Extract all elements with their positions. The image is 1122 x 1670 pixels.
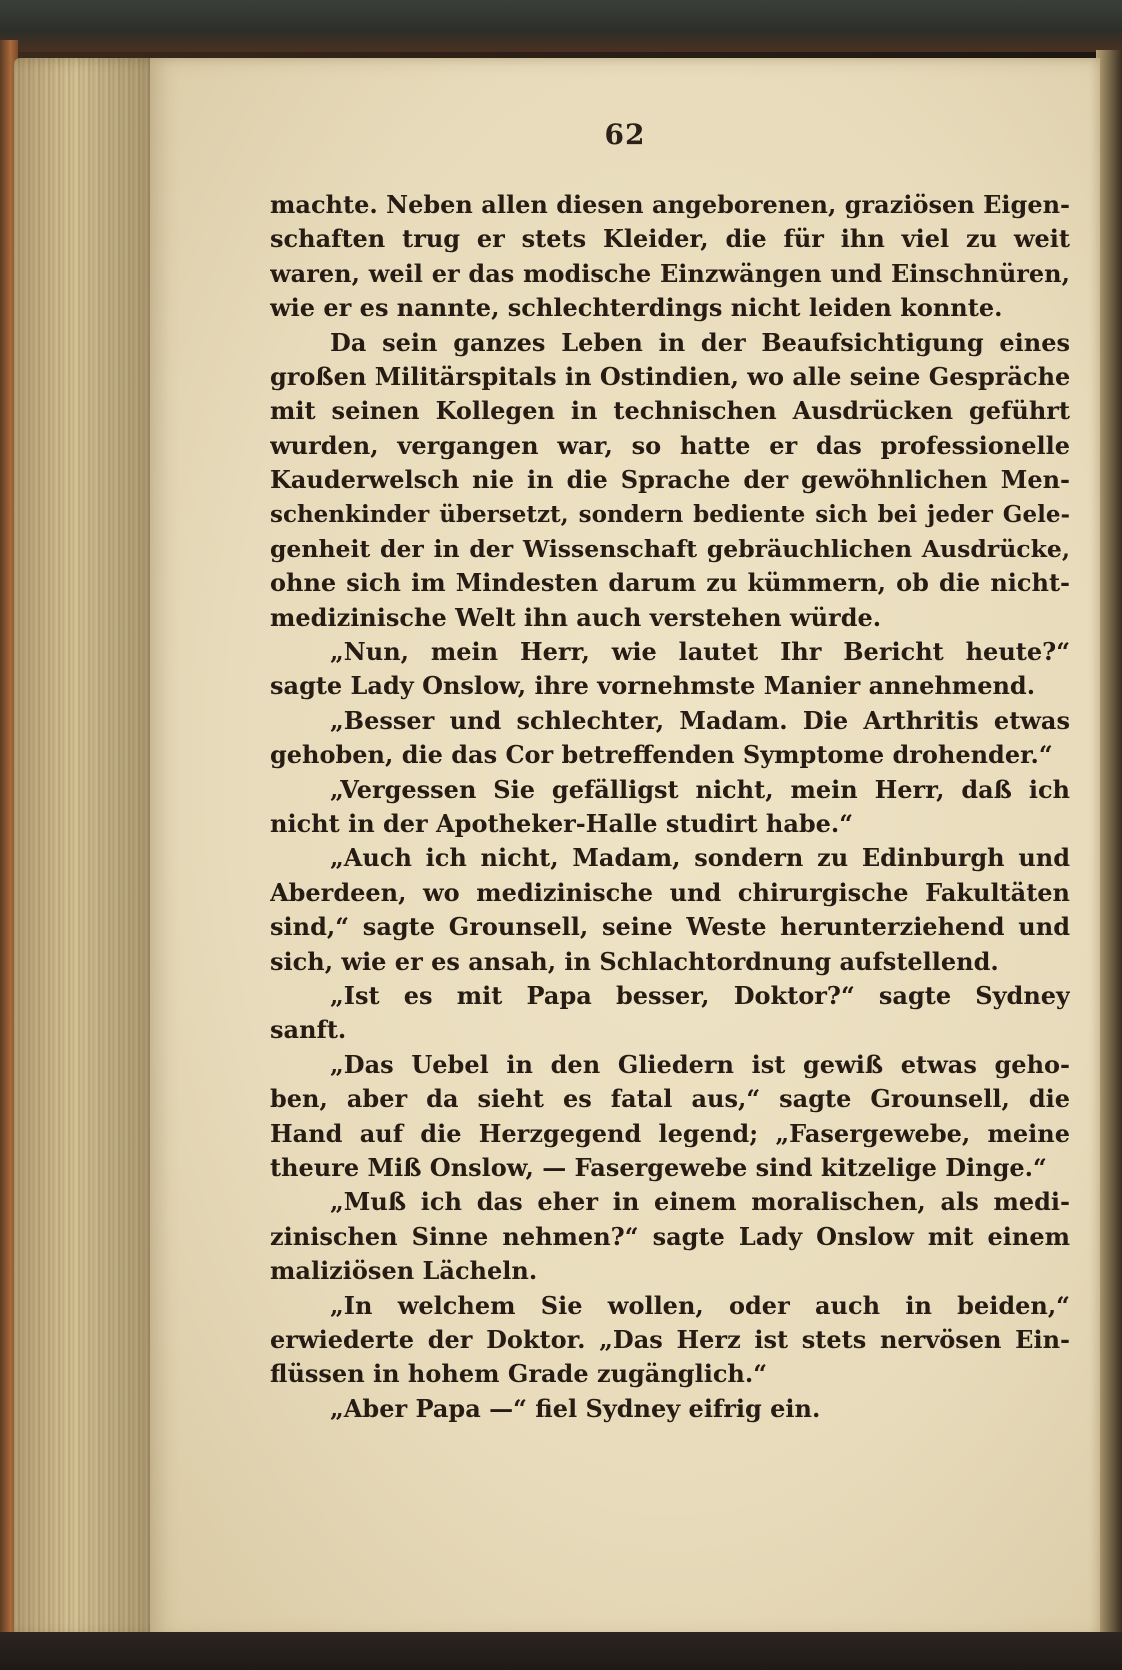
text-line: „Nun, mein Herr, wie lautet Ihr Bericht heute?“: [330, 637, 1070, 667]
text-line: medizinische Welt ihn auch verstehen würde.: [270, 602, 882, 632]
text-line: sich, wie er es ansah, in Schlachtordnung aufstellend.: [270, 946, 999, 976]
cover-top-band: [0, 0, 1122, 52]
text-line: sanft.: [270, 1015, 347, 1045]
text-line: „Aber Papa —“ fiel Sydney eifrig ein.: [330, 1393, 821, 1423]
text-line: großen Militärspitals in Ostindien, wo alle seine Gespräche: [270, 361, 1070, 391]
text-line: zinischen Sinne nehmen?“ sagte Lady Onslow mit einem: [270, 1221, 1070, 1251]
text-line: Aberdeen, wo medizinische und chirurgische Fakultäten: [270, 877, 1070, 907]
text-line: „Ist es mit Papa besser, Doktor?“ sagte Sydney: [330, 980, 1070, 1010]
text-line: wurden, vergangen war, so hatte er das professionelle: [270, 430, 1070, 460]
text-line: nicht in der Apotheker-Halle studirt habe.“: [270, 809, 854, 839]
text-line: Da sein ganzes Leben in der Beaufsichtigung eines: [330, 327, 1070, 357]
page-edge-shadow: [14, 58, 164, 1638]
text-line: „In welchem Sie wollen, oder auch in beiden,“: [330, 1290, 1070, 1320]
text-line: schenkinder übersetzt, sondern bediente sich bei jeder Gele-: [270, 500, 1070, 528]
book-page: [150, 58, 1100, 1638]
text-line: sind,“ sagte Grounsell, seine Weste herunterziehend und: [270, 912, 1070, 942]
text-line: „Das Uebel in den Gliedern ist gewiß etwas geho-: [330, 1049, 1070, 1079]
text-line: genheit der in der Wissenschaft gebräuchlichen Ausdrücke,: [270, 534, 1070, 563]
text-line: mit seinen Kollegen in technischen Ausdrücken geführt: [270, 396, 1070, 426]
text-line: gehoben, die das Cor betreffenden Symptome drohender.“: [270, 740, 1053, 770]
text-line: „Muß ich das eher in einem moralischen, als medi-: [330, 1187, 1070, 1217]
text-line: ohne sich im Mindesten darum zu kümmern, ob die nicht-: [270, 568, 1070, 598]
text-line: Hand auf die Herzgegend legend; „Fasergewebe, meine: [270, 1118, 1070, 1148]
page-number: 62: [604, 118, 646, 151]
cover-bottom-band: [0, 1632, 1122, 1670]
text-line: ben, aber da sieht es fatal aus,“ sagte Grounsell, die: [270, 1084, 1070, 1114]
text-line: wie er es nannte, schlechterdings nicht leiden konnte.: [270, 293, 1003, 323]
text-line: waren, weil er das modische Einzwängen und Einschnüren,: [270, 258, 1070, 288]
text-line: schaften trug er stets Kleider, die für ihn viel zu weit: [270, 224, 1070, 254]
text-line: Kauderwelsch nie in die Sprache der gewöhnlichen Men-: [270, 465, 1070, 495]
text-line: erwiederte der Doktor. „Das Herz ist stets nervösen Ein-: [270, 1324, 1070, 1354]
text-line: machte. Neben allen diesen angeborenen, graziösen Eigen-: [270, 190, 1070, 219]
text-line: „Vergessen Sie gefälligst nicht, mein Herr, daß ich: [330, 774, 1070, 804]
text-line: maliziösen Lächeln.: [270, 1256, 538, 1286]
text-line: sagte Lady Onslow, ihre vornehmste Manier annehmend.: [270, 671, 1036, 701]
text-line: flüssen in hohem Grade zugänglich.“: [270, 1359, 768, 1389]
text-line: theure Miß Onslow, — Fasergewebe sind kitzelige Dinge.“: [270, 1152, 1047, 1182]
page-text: [270, 188, 1070, 1426]
text-line: „Auch ich nicht, Madam, sondern zu Edinburgh und: [330, 843, 1070, 873]
text-line: „Besser und schlechter, Madam. Die Arthritis etwas: [330, 705, 1070, 735]
